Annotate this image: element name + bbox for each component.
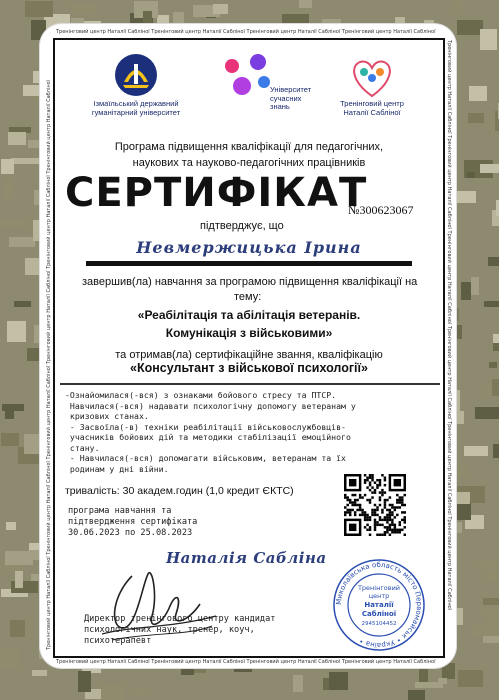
training-center-logo-caption: Тренінговий центр Наталії Сабліної xyxy=(340,99,404,117)
recipient-name: Невмержицька Ірина xyxy=(136,238,362,257)
course-line-2: Комунікація з військовими» xyxy=(165,326,333,340)
course-title xyxy=(60,306,438,342)
program-line-2: наукових та науково-педагогічних працівників xyxy=(132,156,366,169)
program-dates: програма навчання та підтвердження сертифіката 30.06.2023 по 25.08.2023 xyxy=(68,506,198,538)
completed-line-2: тему: xyxy=(234,291,262,304)
completed-line-1: завершив(ла) навчання за програмою підвищення кваліфікації на xyxy=(82,276,418,288)
director-title: Директор тренінгового центру кандидат психологічних наук, тренер, коуч, психотерапевт xyxy=(84,614,276,646)
stamp-center-line-2: центр xyxy=(368,592,390,600)
frame-top-text: Тренінговий центр Наталії Сабліної Тренінговий центр Наталії Сабліної Тренінговий центр Наталії Сабліної Тренінговий центр Наталії Сабліної xyxy=(56,29,436,35)
certificate-title: СЕРТИФІКАТ xyxy=(65,170,368,216)
confirms-text: підтверджує, що xyxy=(200,220,284,232)
frame-left-text: Тренінговий центр Наталії Сабліної Тренінговий центр Наталії Сабліної Тренінговий центр Наталії Сабліної Тренінговий центр Наталії Сабліної Тренінговий центр Наталії Сабліної Тренінговий центр Наталії Сабліної xyxy=(46,79,52,650)
university-logo-caption: Ізмаїльський державний гуманітарний університет xyxy=(91,99,181,117)
frame-right-text: Тренінговий центр Наталії Сабліної Тренінговий центр Наталії Сабліної Тренінговий центр Наталії Сабліної Тренінговий центр Наталії Сабліної Тренінговий центр Наталії Сабліної Тренінговий центр Наталії Сабліної xyxy=(446,40,452,611)
university-crest-logo xyxy=(113,52,159,98)
certificate-number: №300623067 xyxy=(348,203,414,217)
stamp-ring-text: Миколаївська область місто Первомайськ • Україна • xyxy=(334,560,424,650)
modern-knowledge-logo xyxy=(220,52,276,104)
duration-text: тривалість: 30 академ.годин (1,0 кредит ЄКТС) xyxy=(65,485,294,497)
signatory-name: Наталія Сабліна xyxy=(166,549,327,567)
learning-outcomes: -Ознайомилася(-вся) з ознаками бойового стресу та ПТСР. Навчилася(-вся) надавати психологічну допомогу ветеранам у кризових станах. - Засвоїла(-в) техніки реабілітації військовослужбовців- учасників бойових дій та методики стабілізації емоційного стану. - Навчилася(-вся) допомагати військовим, ветеранам та їх родинам у дні війни. xyxy=(65,390,356,474)
program-description xyxy=(60,140,438,172)
received-text: та отримав(ла) сертифікаційне звання, кваліфікацію xyxy=(115,349,383,361)
qualification-title: «Консультант з військової психології» xyxy=(130,361,368,375)
stamp-center-line-4: Сабліної xyxy=(361,610,397,618)
qr-code xyxy=(344,474,406,536)
stamp-center-line-1: Тренінговий xyxy=(357,584,401,592)
frame-bottom-text: Тренінговий центр Наталії Сабліної Тренінговий центр Наталії Сабліної Тренінговий центр Наталії Сабліної Тренінговий центр Наталії Сабліної xyxy=(56,659,436,665)
completed-text xyxy=(82,275,442,306)
training-center-logo xyxy=(346,52,398,100)
program-line-1: Програма підвищення кваліфікації для педагогічних, xyxy=(114,141,384,153)
stamp-center-line-3: Наталії xyxy=(364,601,394,609)
divider-bar xyxy=(60,383,440,385)
official-stamp xyxy=(332,558,426,652)
modern-knowledge-logo-caption: Університет сучасних знань xyxy=(270,85,312,112)
name-underline-bar xyxy=(86,261,412,266)
stamp-code: 2945104452 xyxy=(361,621,397,627)
course-line-1: «Реабілітація та абілітація ветеранів. xyxy=(137,308,361,322)
